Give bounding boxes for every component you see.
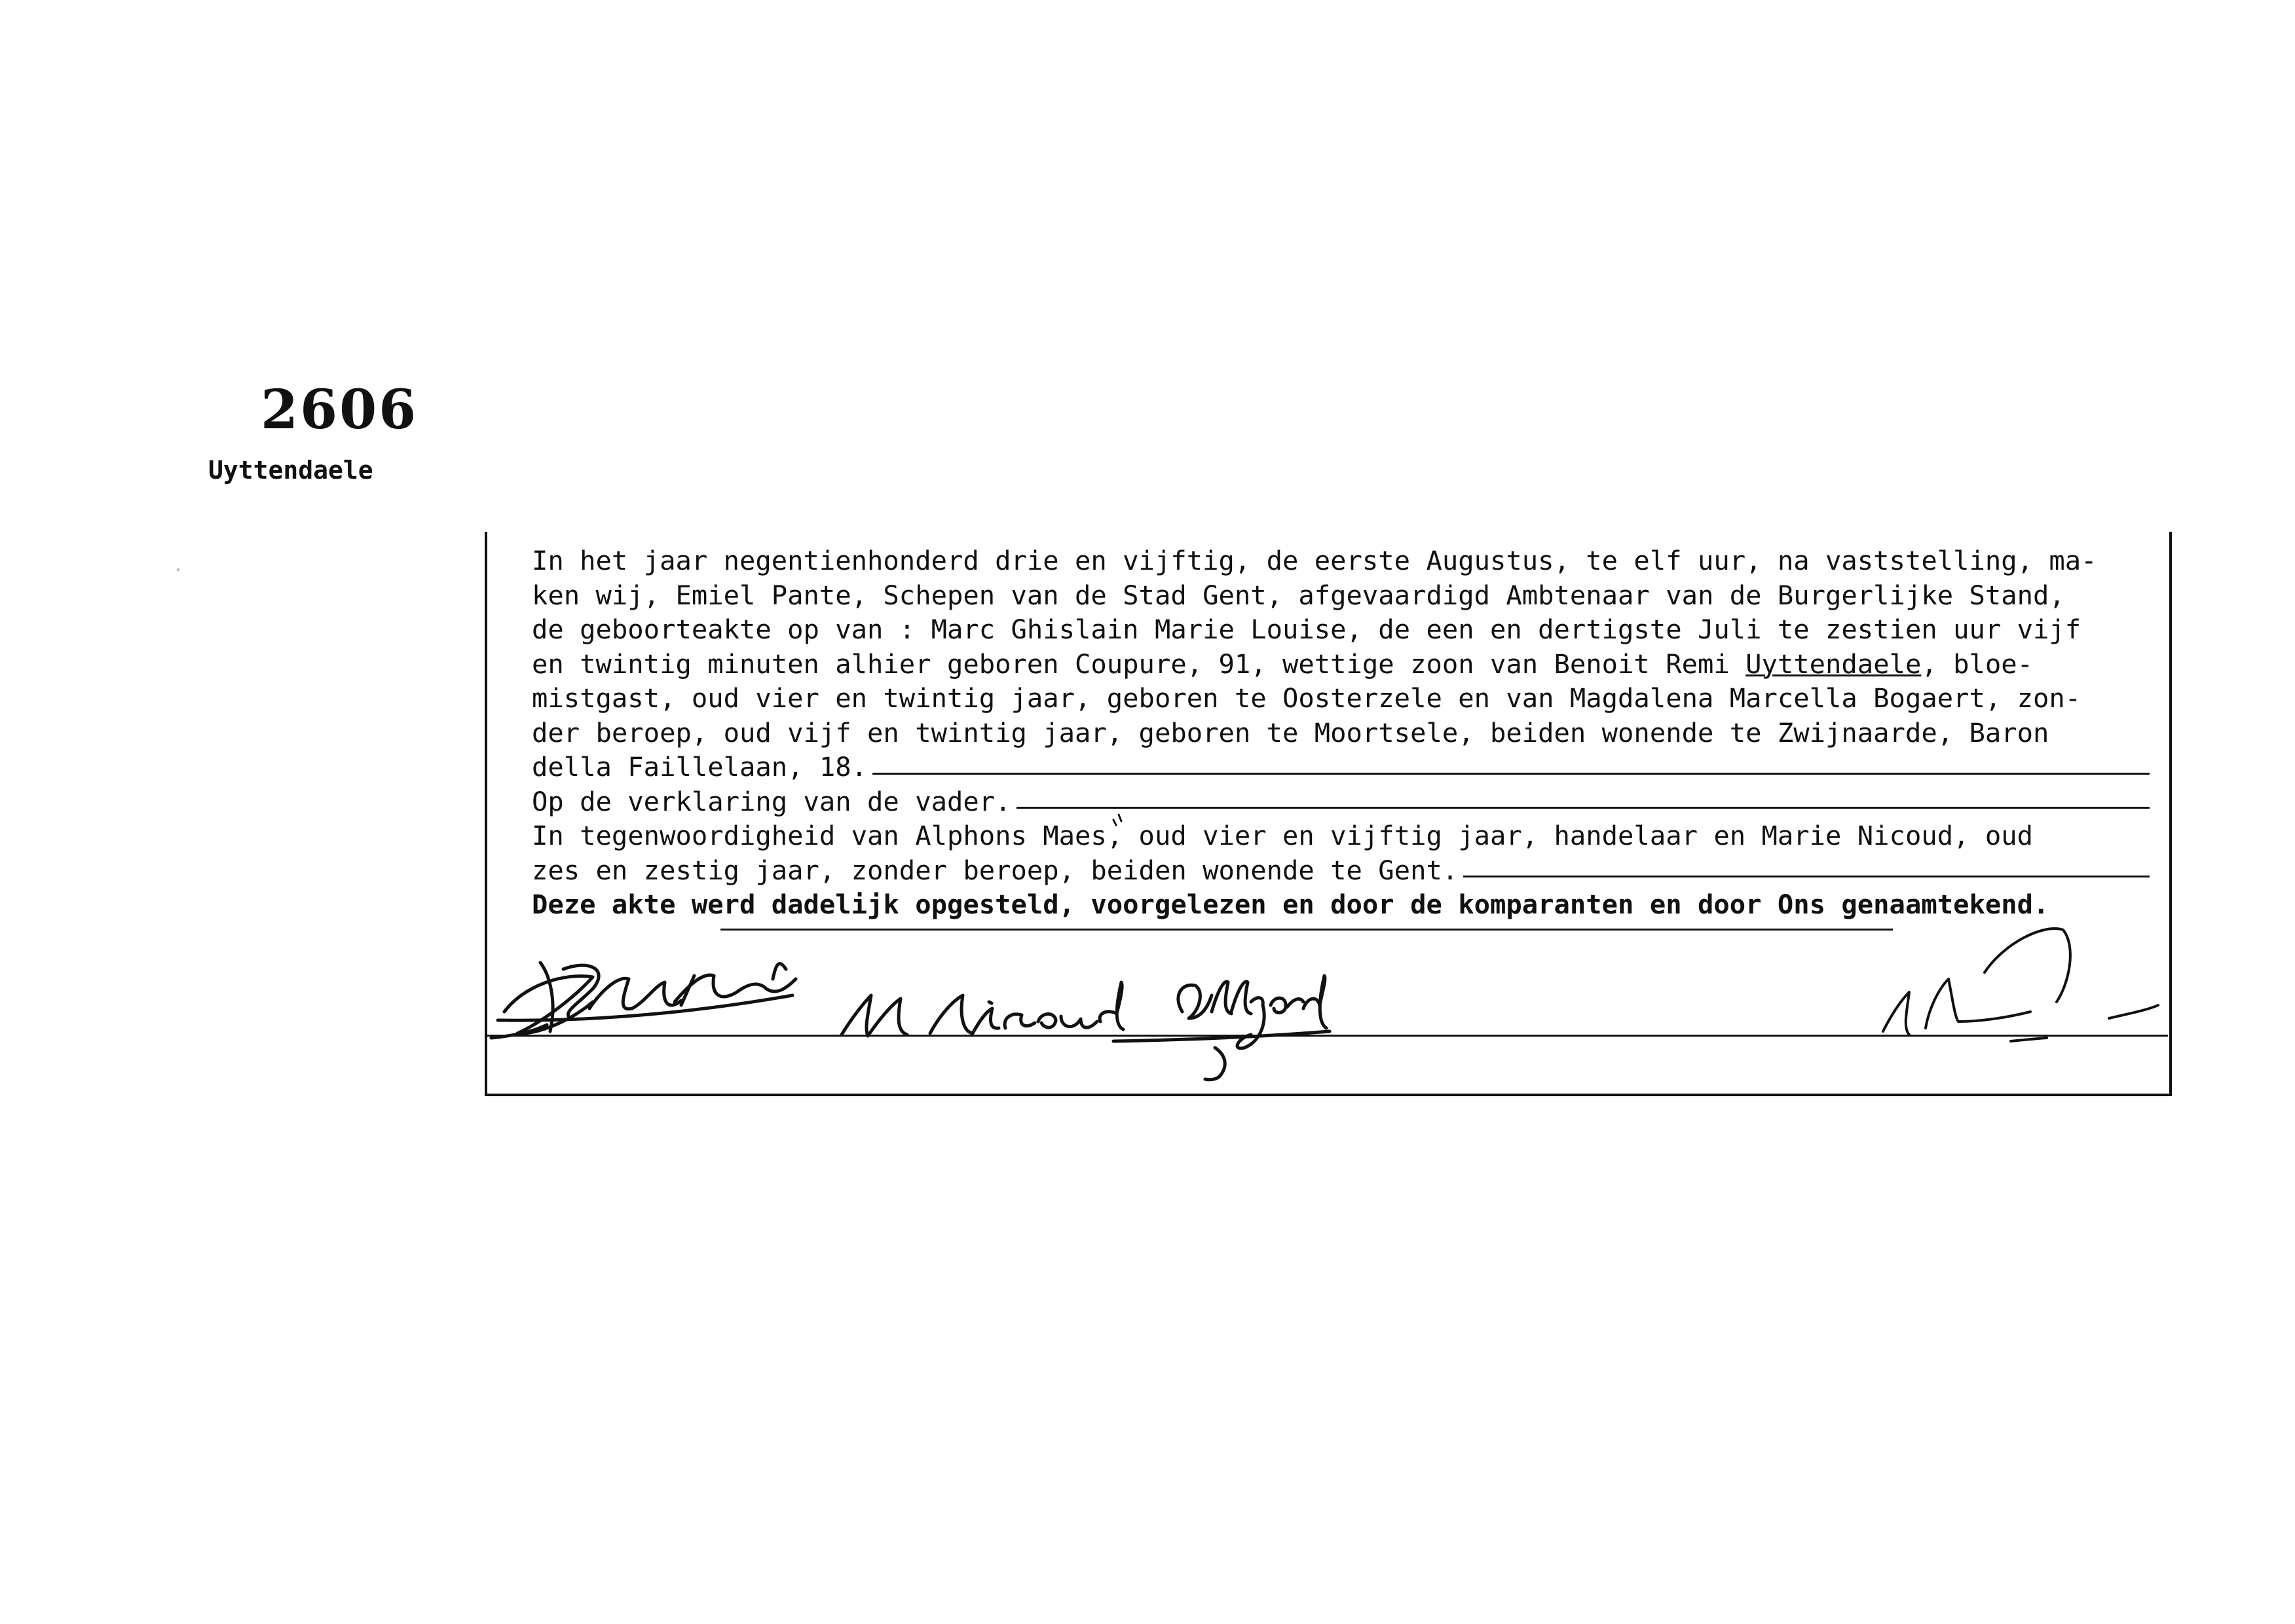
record-line-10: zes en zestig jaar, zonder beroep, beiden wonende te Gent.	[532, 853, 2150, 888]
act-number: 2606	[261, 378, 419, 441]
margin-ticks	[1113, 815, 1121, 825]
record-line-2: ken wij, Emiel Pante, Schepen van de Stad Gent, afgevaardigd Ambtenaar van de Burgerlijke Stand,	[532, 579, 2065, 611]
record-line-11: Deze akte werd dadelijk opgesteld, voorgelezen en door de komparanten en door Ons genaamtekend.	[532, 889, 2049, 920]
surname-heading: Uyttendaele	[208, 456, 373, 485]
signature-father	[491, 963, 796, 1038]
record-line-6: der beroep, oud vijf en twintig jaar, geboren te Moortsele, beiden wonende te Zwijnaarde, Baron	[532, 716, 2049, 748]
record-line-4: en twintig minuten alhier geboren Coupure, 91, wettige zoon van Benoit Remi Uyttendaele, bloe-	[532, 648, 2034, 680]
signature-officer	[1883, 929, 2158, 1041]
record-line-7: della Faillelaan, 18.	[532, 750, 2150, 784]
father-surname: Uyttendaele	[1745, 648, 1922, 680]
signature-witness-second	[1113, 976, 1330, 1080]
record-line-9: In tegenwoordigheid van Alphons Maes, oud vier en vijftig jaar, handelaar en Marie Nicoud, oud	[532, 820, 2034, 851]
record-line-3: de geboorteakte op van : Marc Ghislain Marie Louise, de een en dertigste Juli te zestien uur vijf	[532, 614, 2081, 645]
signature-witness-nicoud	[842, 982, 1123, 1036]
record-line-8: Op de verklaring van de vader.	[532, 784, 2150, 819]
record-line-1: In het jaar negentienhonderd drie en vijftig, de eerste Augustus, te elf uur, na vaststelling, ma-	[532, 545, 2097, 576]
record-line-5: mistgast, oud vier en twintig jaar, geboren te Oosterzele en van Magdalena Marcella Bogaert, zon-	[532, 682, 2081, 714]
